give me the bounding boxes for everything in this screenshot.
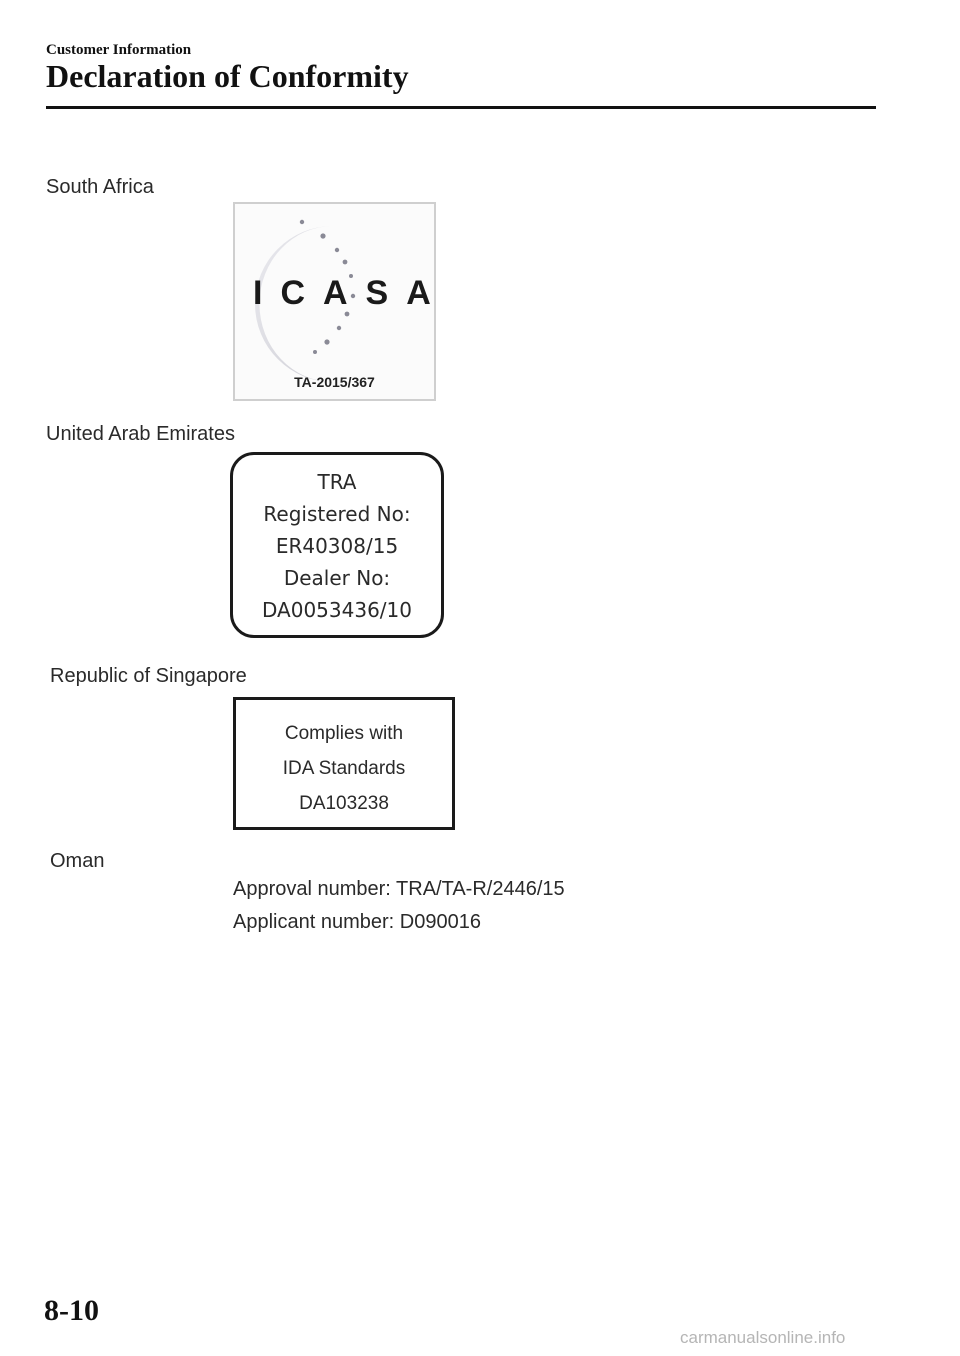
watermark: carmanualsonline.info: [680, 1328, 846, 1347]
region-label-oman: Oman: [50, 850, 105, 872]
region-label-south-africa: South Africa: [46, 176, 154, 198]
icasa-wordmark: ICASA: [253, 274, 449, 312]
icasa-approval-code: TA-2015/367: [294, 374, 375, 390]
tra-registration-label: [230, 452, 444, 638]
ida-compliance-label: [233, 697, 455, 830]
tra-line: ER40308/15: [275, 534, 399, 558]
tra-line: TRA: [317, 470, 357, 494]
ida-line: IDA Standards: [282, 758, 406, 779]
tra-line: Dealer No:: [283, 566, 391, 590]
oman-applicant-number: Applicant number: D090016: [233, 911, 481, 933]
section-name: Customer Information: [46, 42, 192, 58]
title-divider: [46, 106, 876, 109]
page-title: Declaration of Conformity: [46, 58, 409, 94]
icasa-logo: [233, 202, 449, 401]
tra-line: Registered No:: [263, 502, 411, 526]
oman-approval-number: Approval number: TRA/TA-R/2446/15: [233, 878, 565, 900]
region-label-uae: United Arab Emirates: [46, 423, 235, 445]
ida-line: DA103238: [299, 793, 389, 814]
page-number: 8-10: [44, 1294, 99, 1327]
region-label-singapore: Republic of Singapore: [50, 665, 247, 687]
tra-line: DA0053436/10: [262, 598, 412, 622]
ida-line: Complies with: [284, 723, 404, 744]
